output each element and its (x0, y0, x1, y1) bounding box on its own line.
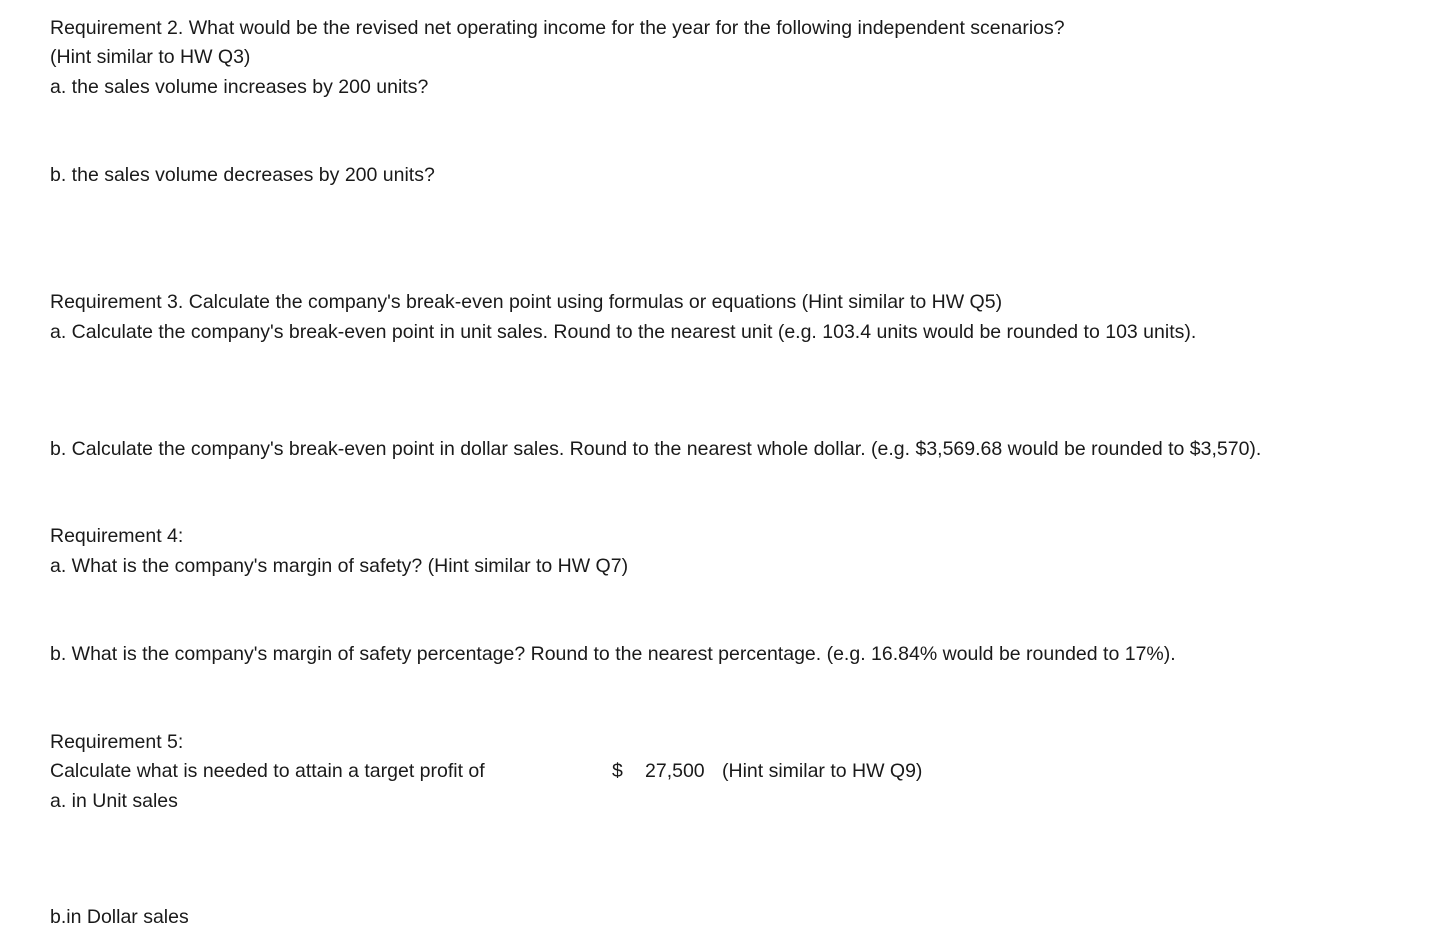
requirement-3-title: Requirement 3. Calculate the company's break-even point using formulas or equations (Hint similar to HW Q5) (50, 291, 1003, 313)
requirement-4-title: Requirement 4: (50, 525, 184, 547)
requirement-2-part-a: a. the sales volume increases by 200 units? (50, 76, 429, 98)
requirement-4-part-a: a. What is the company's margin of safety? (Hint similar to HW Q7) (50, 555, 629, 577)
target-profit-hint: (Hint similar to HW Q9) (722, 760, 923, 782)
target-profit-label: Calculate what is needed to attain a target profit of (50, 760, 485, 782)
requirement-5-part-a: a. in Unit sales (50, 790, 178, 812)
requirement-2-title: Requirement 2. What would be the revised net operating income for the year for the following independent scenarios? (50, 17, 1065, 39)
requirement-3-part-a: a. Calculate the company's break-even point in unit sales. Round to the nearest unit (e.g. 103.4 units would be rounded to 103 units). (50, 321, 1197, 343)
target-profit-value: 27,500 (645, 760, 705, 782)
requirement-3-part-b: b. Calculate the company's break-even point in dollar sales. Round to the nearest whole dollar. (e.g. $3,569.68 would be rounded to $3,570). (50, 438, 1262, 460)
requirement-2-hint: (Hint similar to HW Q3) (50, 46, 251, 68)
requirement-4-part-b: b. What is the company's margin of safety percentage? Round to the nearest percentage. (e.g. 16.84% would be rounded to 17%). (50, 643, 1176, 665)
requirement-5-part-b: b.in Dollar sales (50, 906, 189, 928)
requirement-2-part-b: b. the sales volume decreases by 200 units? (50, 164, 435, 186)
target-profit-currency: $ (612, 760, 623, 782)
requirement-5-title: Requirement 5: (50, 731, 184, 753)
